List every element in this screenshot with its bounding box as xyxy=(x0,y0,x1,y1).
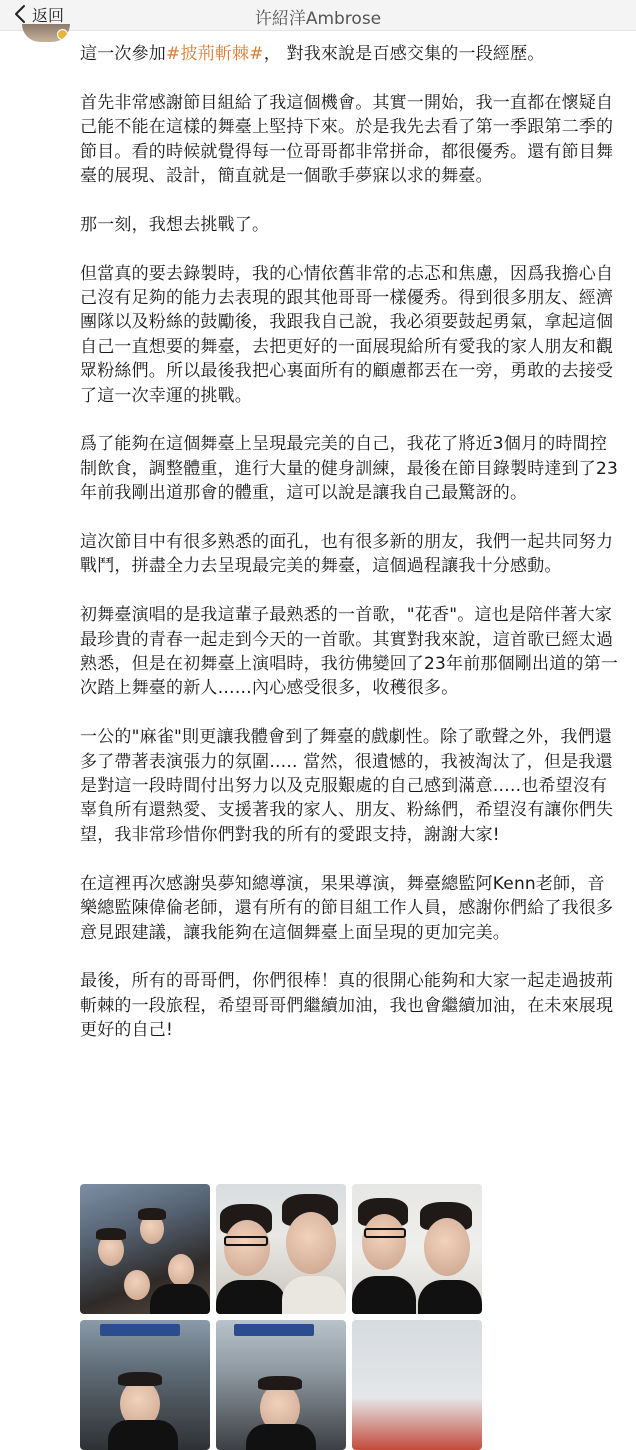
paragraph-text: ， 對我來說是百感交集的一段經歷。 xyxy=(263,44,545,64)
avatar[interactable] xyxy=(22,24,70,42)
photo-thumbnail-4[interactable] xyxy=(80,1320,210,1450)
post-paragraph: 初舞臺演唱的是我這輩子最熟悉的一首歌，"花香"。這也是陪伴著大家最珍貴的青春一起走到今天的一首歌。其實對我來說，這首歌已經太過熟悉，但是在初舞臺上演唱時，我彷佛變回了23年前那個剛出道的第一次踏上舞臺的新人……內心感受很多，收穫很多。 xyxy=(80,605,619,699)
post-paragraph xyxy=(80,42,620,66)
post-paragraph: 爲了能夠在這個舞臺上呈現最完美的自己，我花了將近3個月的時間控制飲食，調整體重，進行大量的健身訓練，最後在節目錄製時達到了23年前我剛出道那會的體重，這可以說是讓我自己最驚訝的。 xyxy=(80,434,619,504)
page-title: 许紹洋Ambrose xyxy=(254,9,382,29)
photo-thumbnail-1[interactable] xyxy=(80,1184,210,1314)
photo-thumbnail-5[interactable] xyxy=(216,1320,346,1450)
hashtag-link[interactable]: #披荊斬棘# xyxy=(166,44,264,64)
post-paragraph: 但當真的要去錄製時，我的心情依舊非常的忐忑和焦慮，因爲我擔心自己沒有足夠的能力去表現的跟其他哥哥一樣優秀。得到很多朋友、經濟團隊以及粉絲的鼓勵後，我跟我自己說，我必須要鼓起勇氣，拿起這個自己一直想要的舞臺，去把更好的一面展現給所有愛我的家人朋友和觀眾粉絲們。所以最後我把心裏面所有的顧慮都丟在一旁，勇敢的去接受了這一次幸運的挑戰。 xyxy=(80,263,614,406)
post-body xyxy=(80,42,620,1067)
photo-thumbnail-3[interactable] xyxy=(352,1184,482,1314)
post-paragraph: 在這裡再次感謝吳夢知總導演，果果導演，舞臺總監阿Kenn老師，音樂總監陳偉倫老師，還有所有的節目組工作人員，感謝你們給了我很多意見跟建議，讓我能夠在這個舞臺上面呈現的更加完美。 xyxy=(80,873,614,943)
street-sign xyxy=(234,1324,314,1336)
back-label: 返回 xyxy=(32,5,65,25)
post-paragraph: 這次節目中有很多熟悉的面孔，也有很多新的朋友，我們一起共同努力戰鬥，拼盡全力去呈現最完美的舞臺，這個過程讓我十分感動。 xyxy=(80,532,614,577)
post-paragraph: 那一刻，我想去挑戰了。 xyxy=(80,214,270,235)
top-nav-bar xyxy=(0,0,636,31)
photo-thumbnail-2[interactable] xyxy=(216,1184,346,1314)
post-paragraph: 最後，所有的哥哥們，你們很棒！真的很開心能夠和大家一起走過披荊斬棘的一段旅程，希望哥哥們繼續加油，我也會繼續加油，在未來展現更好的自己! xyxy=(80,971,614,1041)
post-paragraph: 首先非常感謝節目組給了我這個機會。其實一開始，我一直都在懷疑自己能不能在這樣的舞臺上堅持下來。於是我先去看了第一季跟第二季的節目。看的時候就覺得每一位哥哥都非常拼命，都很優秀。還有節目舞臺的展現、設計，簡直就是一個歌手夢寐以求的舞臺。 xyxy=(80,92,614,187)
post-paragraph: 一公的"麻雀"則更讓我體會到了舞臺的戲劇性。除了歌聲之外，我們還多了帶著表演張力的氛圍….. 當然，很遺憾的，我被淘汰了，但是我還是對這一段時間付出努力以及克服艱處的自己感到滿意…..也希望沒有辜負所有還熱愛、支援著我的家人、朋友、粉絲們，希望沒有讓你們失望，我非常珍惜你們對我的所有的愛跟支持，謝謝大家! xyxy=(80,727,614,845)
paragraph-text: 這一次參加 xyxy=(80,44,166,64)
photo-thumbnail-6[interactable] xyxy=(352,1320,482,1450)
street-sign xyxy=(100,1324,180,1336)
